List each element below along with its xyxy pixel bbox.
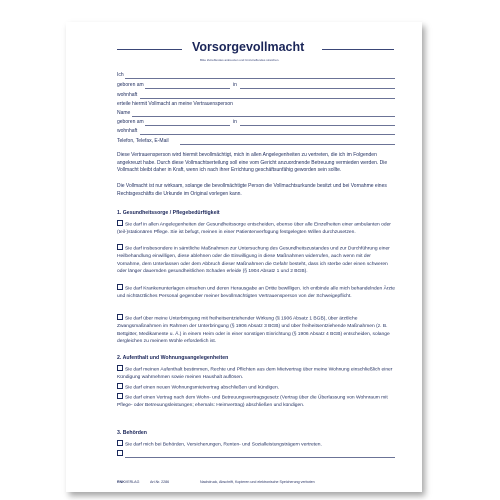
- checkbox[interactable]: [117, 314, 123, 320]
- option-text: Sie darf meinen Aufenthalt bestimmen, Rechte und Pflichten aus dem Mietvertrag über meine Wohnung einschließlich einer Kündigung wahrnehmen sowie meinen Haushalt auflösen.: [117, 367, 393, 380]
- option-aufenthalt-3[interactable]: [117, 393, 395, 410]
- option-aufenthalt-1[interactable]: [117, 365, 395, 382]
- label-erteile: erteile hiermit Vollmacht an meine Vertrauensperson: [117, 101, 233, 107]
- option-gesundheit-4[interactable]: [117, 314, 395, 346]
- checkbox[interactable]: [117, 440, 123, 446]
- field-geboren-am-2[interactable]: [145, 125, 230, 126]
- field-geburtsort[interactable]: [240, 88, 395, 89]
- intro-paragraph: Diese Vertrauensperson wird hiermit bevollmächtigt, mich in allen Angelegenheiten zu vertreten, die ich im Folgenden angekreuzt habe. Durch diese Vollmachtserteilung soll eine vom Gericht anzuordnende Betreuung vermieden werden. Die Vollmacht bleibt daher in Kraft, wenn ich nach ihrer Errichtung geschäftsunfähig geworden sein sollte.: [117, 152, 388, 174]
- label-kontakt: Telefon, Telefax, E-Mail: [117, 138, 169, 144]
- option-text: Sie darf einen neuen Wohnungsmietvertrag abschließen und kündigen.: [125, 385, 280, 391]
- label-ich: Ich: [117, 72, 124, 78]
- option-text: Sie darf einen Vertrag nach dem Wohn- und Betreuungsvertragsgesetz (Vertrag über die Überlassung von Wohnraum mit Pflege- oder Betreuungsleistungen; ehemals: Heimvertrag) abschließen und kündigen.: [117, 395, 388, 408]
- footer-brand: [117, 480, 139, 484]
- option-text: Sie darf über meine Unterbringung mit freiheitsentziehender Wirkung (§ 1906 Absatz 1 BGB), über ärztliche Zwangsmaßnahmen im Rahmen der Unterbringung (§ 1906 Absatz 3 BGB) und über freiheitsentziehende Maßnahmen (z. B. Bettgitter, Medikamente u. Ä.) in einem Heim oder in einer sonstigen Einrichtung (§ 1906 Absatz 4 BGB) entscheiden, solange dergleichen zu meinem Wohle erforderlich ist.: [117, 316, 390, 344]
- label-in: in: [233, 82, 237, 88]
- label-name: Name: [117, 110, 131, 116]
- brand-logo: RNK: [117, 480, 125, 484]
- checkbox[interactable]: [117, 450, 123, 456]
- page-title: Vorsorgevollmacht: [192, 40, 305, 54]
- label-wohnhaft: wohnhaft: [117, 92, 138, 98]
- footer-article-number: Art.Nr. 2286: [150, 480, 170, 484]
- option-aufenthalt-2[interactable]: [117, 383, 395, 392]
- label-in-2: in: [233, 119, 237, 125]
- title-rule-left: [117, 49, 182, 50]
- label-wohnhaft-2: wohnhaft: [117, 128, 138, 134]
- field-name[interactable]: [132, 116, 395, 117]
- page-subtitle: Bitte Zutreffendes ankreuzen und Unzutreffendes streichen.: [200, 58, 280, 62]
- option-gesundheit-1[interactable]: [117, 220, 395, 237]
- section-heading-behoerden: 3. Behörden: [117, 430, 147, 436]
- label-geboren-am-2: geboren am: [117, 119, 144, 125]
- brand-suffix: VERLAG: [124, 480, 140, 484]
- field-kontakt[interactable]: [180, 144, 395, 145]
- option-text: Sie darf mich bei Behörden, Versicherungen, Renten- und Sozialleistungsträgern vertreten.: [125, 442, 322, 448]
- field-geboren-am[interactable]: [145, 88, 230, 89]
- checkbox[interactable]: [117, 393, 123, 399]
- intro-paragraph-2: Die Vollmacht ist nur wirksam, solange die bevollmächtigte Person die Vollmachtsurkunde besitzt und bei Vornahme eines Rechtsgeschäfts die Urkunde im Original vorlegen kann.: [117, 183, 387, 197]
- field-ich[interactable]: [125, 78, 395, 79]
- section-heading-aufenthalt: 2. Aufenthalt und Wohnungsangelegenheiten: [117, 355, 229, 361]
- checkbox[interactable]: [117, 244, 123, 250]
- footer-copyright-notice: Nachdruck, Abschrift, Kopieren und elektronische Speicherung verboten: [200, 480, 315, 484]
- field-geburtsort-2[interactable]: [240, 125, 395, 126]
- field-behoerden-sonstiges[interactable]: [125, 457, 395, 458]
- title-rule-right: [322, 49, 394, 50]
- field-wohnhaft-2[interactable]: [140, 134, 395, 135]
- field-wohnhaft[interactable]: [140, 98, 395, 99]
- option-text: Sie darf Krankenunterlagen einsehen und deren Herausgabe an Dritte bewilligen. Ich entbinde alle mich behandelnden Ärzte und nichtärztliches Personal gegenüber meiner bevollmächtigten Vertrauensperson von der Schweigepflicht.: [117, 286, 395, 299]
- checkbox[interactable]: [117, 284, 123, 290]
- option-gesundheit-3[interactable]: [117, 284, 395, 301]
- option-text: Sie darf in allen Angelegenheiten der Gesundheitssorge entscheiden, ebenso über alle Einzelheiten einer ambulanten oder (teil-)stationären Pflege. Sie ist befugt, meinen in einer Patientenverfügung festgelegten Willen durchzusetzen.: [117, 222, 391, 235]
- label-geboren-am: geboren am: [117, 82, 144, 88]
- checkbox[interactable]: [117, 383, 123, 389]
- checkbox[interactable]: [117, 220, 123, 226]
- option-behoerden-1[interactable]: [117, 440, 395, 449]
- section-heading-gesundheit: 1. Gesundheitssorge / Pflegebedürftigkeit: [117, 210, 220, 216]
- option-text: Sie darf insbesondere in sämtliche Maßnahmen zur Untersuchung des Gesundheitszustandes und zur Durchführung einer Heilbehandlung einwilligen, diese ablehnen oder die Einwilligung in diese Maßnahmen widerrufen, auch wenn mit der Vornahme, dem Unterlassen oder dem Abbruch dieser Maßnahmen die Gefahr besteht, dass ich sterbe oder einen schweren oder länger dauernden gesundheitlichen Schaden erleide (§ 1904 Absatz 1 und 2 BGB).: [117, 246, 390, 274]
- checkbox[interactable]: [117, 365, 123, 371]
- option-gesundheit-2[interactable]: [117, 244, 395, 276]
